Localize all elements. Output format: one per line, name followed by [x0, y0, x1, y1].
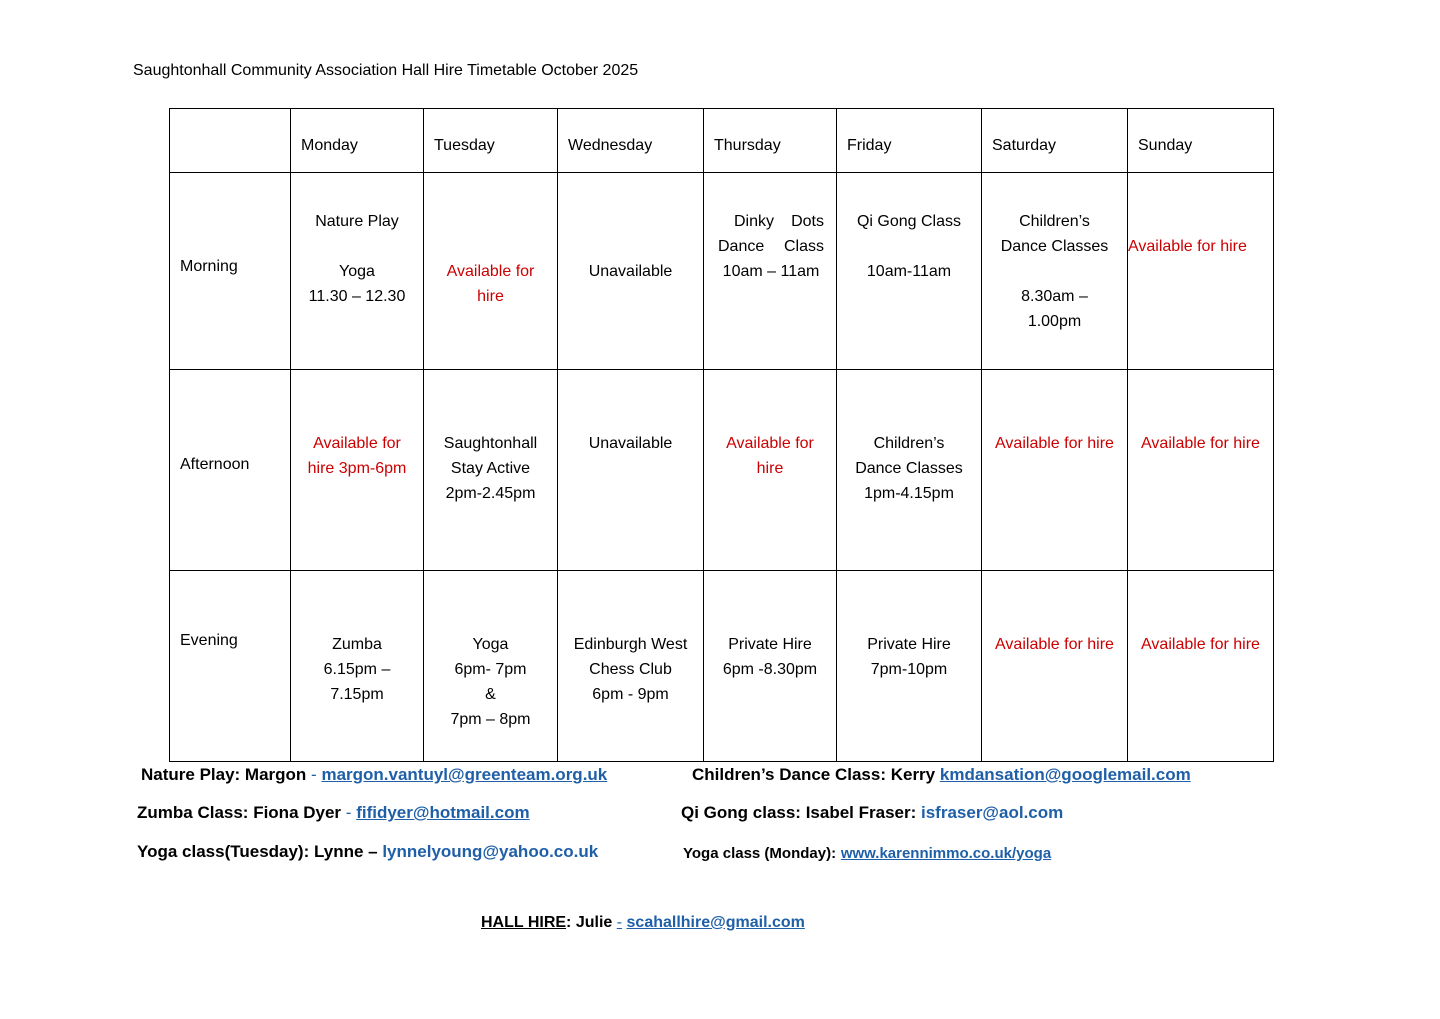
contact-label: Children’s Dance Class: Kerry	[692, 765, 936, 784]
cell-line: &	[485, 686, 496, 703]
cell-line: Available for hire	[995, 435, 1114, 452]
cell-line: Nature Play	[315, 213, 399, 230]
cell-morning-saturday	[982, 173, 1128, 370]
contact-label: Yoga class(Tuesday): Lynne –	[137, 842, 378, 861]
cell-evening-sunday	[1128, 571, 1274, 762]
childrens-dance-email-link[interactable]: kmdansation@googlemail.com	[939, 765, 1191, 784]
cell-line: hire	[756, 460, 784, 477]
cell-line: Dance Classes	[1000, 238, 1109, 255]
cell-line: 6pm - 9pm	[592, 686, 669, 703]
cell-line: 7pm – 8pm	[450, 711, 531, 728]
contact-separator: -	[345, 803, 352, 822]
nature-play-email-link[interactable]: margon.vantuyl@greenteam.org.uk	[321, 765, 608, 784]
cell-evening-friday	[837, 571, 982, 762]
contact-separator: -	[616, 914, 623, 931]
cell-line: Stay Active	[450, 460, 531, 477]
cell-line: 1pm-4.15pm	[864, 485, 954, 502]
cell-line: Zumba	[332, 636, 382, 653]
cell-morning-friday	[837, 173, 982, 370]
cell-morning-wednesday	[558, 173, 704, 370]
cell-afternoon-saturday	[982, 370, 1128, 571]
cell-line: Available for hire	[1128, 238, 1247, 255]
cell-line: Unavailable	[588, 435, 673, 452]
cell-line: Private Hire	[867, 636, 951, 653]
cell-line: Unavailable	[588, 263, 673, 280]
cell-line: Saughtonhall	[443, 435, 538, 452]
cell-line: 10am-11am	[866, 263, 952, 280]
contact-yoga-tuesday	[137, 842, 598, 862]
cell-line: 11.30 – 12.30	[308, 288, 406, 305]
cell-line: Available for	[726, 435, 814, 452]
page-title: Saughtonhall Community Association Hall Hire Timetable October 2025	[133, 62, 639, 79]
header-friday: Friday	[837, 109, 982, 173]
cell-evening-saturday	[982, 571, 1128, 762]
contact-yoga-monday	[683, 843, 1051, 863]
cell-afternoon-sunday	[1128, 370, 1274, 571]
afternoon-row	[170, 370, 1274, 571]
cell-line: Available for hire	[1141, 636, 1260, 653]
cell-evening-tuesday	[424, 571, 558, 762]
zumba-email-link[interactable]: fifidyer@hotmail.com	[356, 803, 530, 822]
cell-line: Available for hire	[995, 636, 1114, 653]
header-row	[170, 109, 1274, 173]
yoga-tuesday-email-link[interactable]: lynnelyoung@yahoo.co.uk	[382, 842, 599, 861]
timetable	[169, 108, 1274, 762]
header-sunday: Sunday	[1128, 109, 1274, 173]
row-label-evening	[170, 571, 291, 762]
cell-afternoon-thursday	[704, 370, 837, 571]
cell-afternoon-tuesday	[424, 370, 558, 571]
contact-label: Yoga class (Monday):	[683, 845, 837, 862]
cell-line: 6pm -8.30pm	[722, 661, 818, 678]
header-saturday: Saturday	[982, 109, 1128, 173]
contact-separator: -	[311, 765, 317, 784]
cell-line: 1.00pm	[1027, 313, 1082, 330]
cell-line: 8.30am –	[1021, 288, 1088, 305]
cell-line: Yoga	[472, 636, 509, 653]
cell-evening-thursday	[704, 571, 837, 762]
cell-line: Edinburgh West	[573, 636, 688, 653]
cell-line: Qi Gong Class	[856, 213, 962, 230]
contact-qi-gong	[681, 803, 1063, 823]
cell-line: Chess Club	[589, 661, 672, 678]
cell-evening-wednesday	[558, 571, 704, 762]
header-corner	[170, 109, 291, 173]
cell-line: Dance Class	[718, 238, 824, 255]
header-monday: Monday	[291, 109, 424, 173]
yoga-monday-website-link[interactable]: www.karennimmo.co.uk/yoga	[840, 845, 1052, 862]
cell-line: Available for	[446, 263, 535, 280]
cell-line: 10am – 11am	[722, 263, 820, 280]
cell-line: Dinky Dots	[734, 213, 824, 230]
header-wednesday: Wednesday	[558, 109, 704, 173]
cell-line: 6.15pm –	[323, 661, 391, 678]
morning-row	[170, 173, 1274, 370]
row-label-text: Evening	[180, 632, 238, 649]
evening-row	[170, 571, 1274, 762]
contact-nature-play	[141, 765, 607, 785]
contact-zumba	[137, 803, 530, 823]
cell-afternoon-friday	[837, 370, 982, 571]
cell-line: Yoga	[339, 263, 375, 280]
contact-label: Zumba Class: Fiona Dyer	[137, 803, 342, 822]
cell-line: 7pm-10pm	[870, 661, 948, 678]
cell-evening-monday	[291, 571, 424, 762]
cell-morning-tuesday	[424, 173, 558, 370]
hall-hire-contact-name: : Julie	[566, 914, 613, 931]
hall-hire-label: HALL HIRE	[481, 914, 567, 931]
contact-hall-hire	[481, 914, 805, 932]
cell-morning-sunday	[1128, 173, 1274, 370]
row-label-afternoon	[170, 370, 291, 571]
cell-line: Children’s	[873, 435, 945, 452]
contact-childrens-dance	[692, 765, 1191, 785]
cell-line: 2pm-2.45pm	[445, 485, 536, 502]
cell-line: 7.15pm	[330, 686, 384, 703]
contact-label: Qi Gong class: Isabel Fraser:	[681, 803, 917, 822]
cell-line: Available for	[313, 435, 401, 452]
cell-line: Children’s	[1019, 213, 1090, 230]
cell-morning-thursday	[704, 173, 837, 370]
cell-line: Dance Classes	[855, 460, 963, 477]
qi-gong-email-link[interactable]: isfraser@aol.com	[921, 803, 1064, 822]
row-label-text: Afternoon	[180, 456, 250, 473]
cell-line: hire	[477, 288, 504, 305]
row-label-morning	[170, 173, 291, 370]
cell-afternoon-monday	[291, 370, 424, 571]
cell-afternoon-wednesday	[558, 370, 704, 571]
contact-label: Nature Play: Margon	[141, 765, 307, 784]
cell-line: 6pm- 7pm	[454, 661, 527, 678]
cell-line: Private Hire	[728, 636, 812, 653]
row-label-text: Morning	[180, 258, 238, 275]
cell-morning-monday	[291, 173, 424, 370]
cell-line: Available for hire	[1141, 435, 1260, 452]
hall-hire-email-link[interactable]: scahallhire@gmail.com	[626, 914, 805, 931]
header-thursday: Thursday	[704, 109, 837, 173]
cell-line: hire 3pm-6pm	[307, 460, 407, 477]
header-tuesday: Tuesday	[424, 109, 558, 173]
